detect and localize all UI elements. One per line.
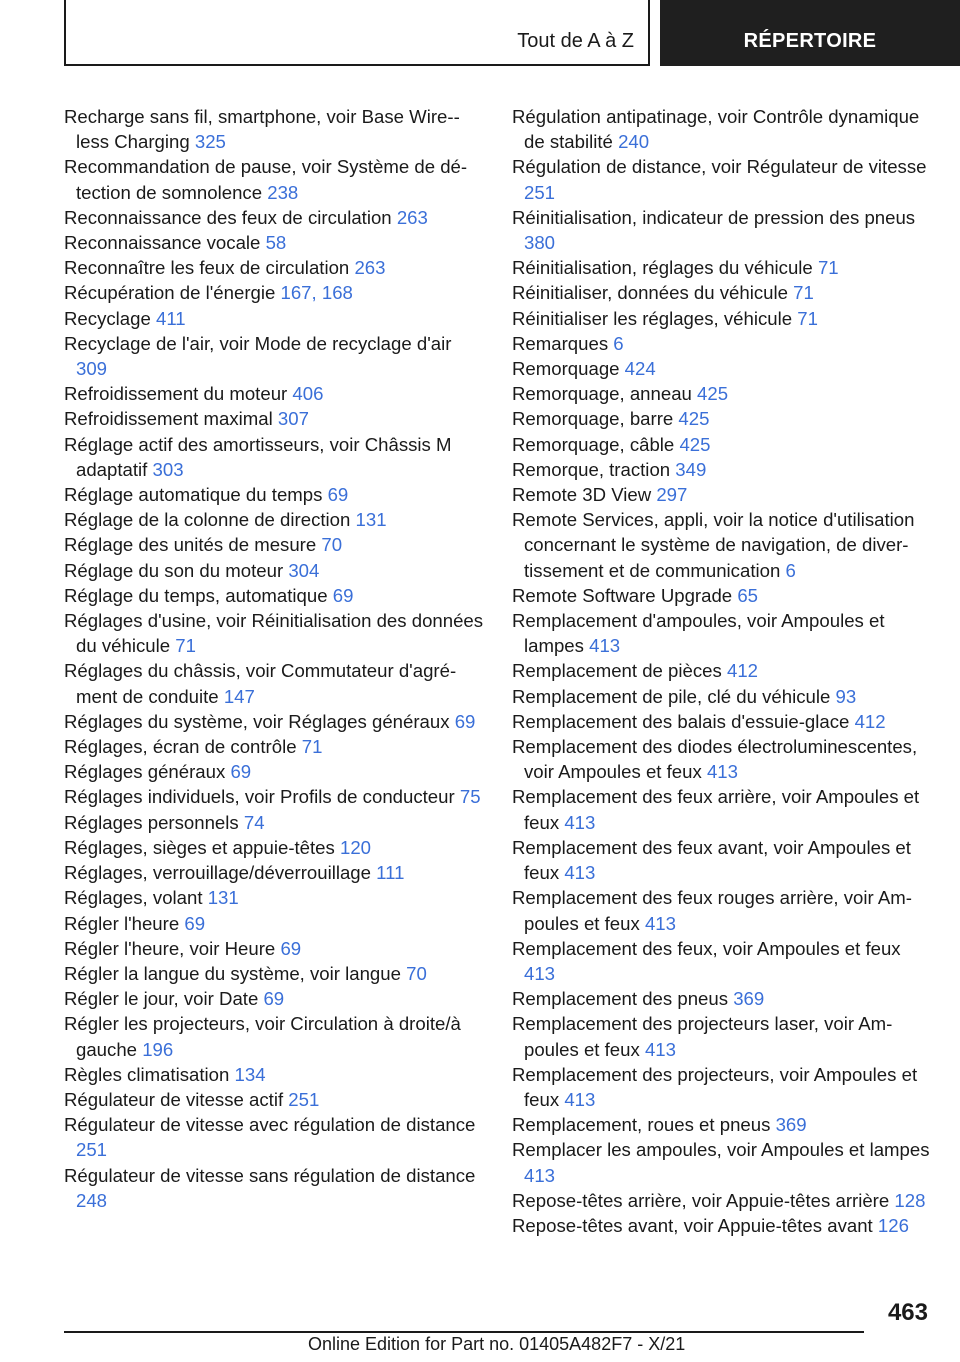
index-entry	[512, 432, 932, 457]
index-entry	[64, 1062, 484, 1087]
index-entry-page-link[interactable]: 58	[265, 232, 287, 254]
index-entry	[64, 759, 484, 784]
index-entry-page-link[interactable]: 240	[618, 131, 650, 153]
index-entry-page-link[interactable]: 70	[321, 534, 343, 556]
index-entry-page-link[interactable]: 147	[223, 685, 255, 707]
index-entry-page-link[interactable]: 131	[207, 887, 239, 909]
index-entry	[64, 734, 484, 759]
index-entry-page-link[interactable]: 69	[454, 710, 476, 732]
index-entry	[512, 986, 932, 1011]
index-entry-term: Recommandation de pause, voir Système de détection de somnolence	[64, 156, 468, 203]
index-entry-term: Recharge sans fil, smartphone, voir Base Wire‑less Charging	[64, 106, 460, 153]
index-entry-page-link[interactable]: 413	[644, 912, 676, 934]
index-entry	[64, 860, 484, 885]
index-entry	[64, 1087, 484, 1112]
index-entry-term: Régulateur de vitesse avec régulation de distance	[64, 1114, 476, 1136]
index-entry	[64, 986, 484, 1011]
index-entry-term: Repose-têtes arrière, voir Appuie-têtes arrière	[512, 1189, 890, 1211]
index-entry-page-link[interactable]: 126	[877, 1214, 909, 1236]
index-entry-page-link[interactable]: 196	[142, 1038, 174, 1060]
index-entry	[512, 936, 932, 986]
index-entry-term: Réglage automatique du temps	[64, 484, 323, 506]
index-entry-page-link[interactable]: 71	[175, 635, 196, 657]
section-tab[interactable]	[64, 0, 650, 66]
index-entry-term: Régler le jour, voir Date	[64, 988, 259, 1010]
index-entry-term: Réglage du temps, automatique	[64, 584, 328, 606]
index-entry-page-link[interactable]: 134	[234, 1063, 266, 1085]
index-entry-page-link[interactable]: 69	[184, 912, 206, 934]
index-entry-page-link[interactable]: 425	[697, 383, 729, 405]
index-entry	[512, 734, 932, 784]
index-entry-page-link[interactable]: 413	[564, 862, 596, 884]
index-entry-term: Repose-têtes avant, voir Appuie-têtes avant	[512, 1214, 873, 1236]
index-entry-page-link[interactable]: 238	[267, 181, 299, 203]
index-entry	[64, 558, 484, 583]
index-entry	[512, 306, 932, 331]
index-entry-term: Reconnaître les feux de circulation	[64, 257, 350, 279]
index-entry	[512, 104, 932, 154]
index-entry	[64, 1011, 484, 1061]
index-entry-page-link[interactable]: 303	[152, 458, 184, 480]
index-entry	[512, 608, 932, 658]
index-entry-page-link[interactable]: 69	[327, 484, 349, 506]
index-entry	[64, 936, 484, 961]
index-entry	[64, 810, 484, 835]
index-entry-term: Remorquage, barre	[512, 408, 674, 430]
index-entry-term: Remplacement des projecteurs laser, voir Ampoules et feux	[512, 1013, 893, 1060]
index-entry	[64, 280, 484, 305]
index-entry-term: Remplacement des feux, voir Ampoules et feux	[512, 937, 901, 959]
index-entry-term: Réglages généraux	[64, 761, 226, 783]
index-entry-page-link[interactable]: 406	[292, 383, 324, 405]
index-entry	[512, 684, 932, 709]
index-entry-term: Réglages, volant	[64, 887, 203, 909]
index-entry-page-link[interactable]: 413	[524, 962, 556, 984]
section-title: Tout de A à Z	[517, 30, 634, 52]
index-entry-page-link[interactable]: 297	[656, 484, 688, 506]
index-entry-term: Remplacement des feux avant, voir Ampoules et feux	[512, 836, 911, 884]
index-entry-term: Réinitialisation, réglages du véhicule	[512, 257, 813, 279]
index-entry	[512, 1062, 932, 1112]
index-entry-page-link[interactable]: 413	[524, 1164, 556, 1186]
index-entry-term: Reconnaissance des feux de circulation	[64, 206, 392, 228]
index-entry-page-link[interactable]: 6	[613, 332, 624, 354]
index-entry	[64, 104, 484, 154]
index-entry-term: Remplacement d'ampoules, voir Ampoules et lampes	[512, 610, 885, 657]
index-entry-term: Réglages du châssis, voir Commutateur d'agrément de conduite	[64, 660, 457, 707]
index-entry-page-link[interactable]: 380	[524, 232, 556, 254]
index-entry-page-link[interactable]: 71	[797, 307, 818, 329]
index-entry-page-link[interactable]: 120	[340, 836, 372, 858]
index-entry	[64, 255, 484, 280]
index-entry-page-link[interactable]: 69	[230, 761, 252, 783]
index-entry-term: Remorquage	[512, 358, 620, 380]
index-entry-page-link[interactable]: 369	[733, 988, 765, 1010]
index-entry-page-link[interactable]: 425	[679, 433, 711, 455]
index-entry-term: Réglage des unités de mesure	[64, 534, 317, 556]
index-entry	[512, 1011, 932, 1061]
index-entry	[64, 608, 484, 658]
index-entry-page-link[interactable]: 413	[644, 1038, 676, 1060]
index-entry-term: Recyclage	[64, 307, 151, 329]
index-entry-page-link[interactable]: 251	[288, 1088, 320, 1110]
index-entry-page-link[interactable]: 74	[243, 811, 265, 833]
footer-divider	[64, 1331, 864, 1333]
index-entry-term: Réglage de la colonne de direction	[64, 509, 351, 531]
index-entry-term: Régler les projecteurs, voir Circulation à droite/à gauche	[64, 1013, 461, 1060]
index-entry-term: Régulation antipatinage, voir Contrôle dynamique de stabilité	[512, 106, 920, 153]
index-entry-page-link[interactable]: 251	[76, 1139, 108, 1161]
index-column-right	[512, 104, 932, 1238]
index-entry-page-link[interactable]: 307	[277, 408, 309, 430]
index-entry-term: Remplacement des diodes électroluminescentes, voir Ampoules et feux	[512, 736, 918, 783]
index-entry	[512, 583, 932, 608]
index-entry	[512, 356, 932, 381]
index-entry-page-link[interactable]: 70	[406, 962, 427, 984]
index-entry-page-link[interactable]: 263	[396, 206, 428, 228]
index-entry	[512, 406, 932, 431]
index-entry-term: Refroidissement du moteur	[64, 383, 288, 405]
index-entry-term: Récupération de l'énergie	[64, 282, 276, 304]
index-entry-page-link[interactable]: 304	[288, 559, 320, 581]
index-entry	[512, 1137, 932, 1187]
index-entry-term: Remote Services, appli, voir la notice d'utilisation concernant le système de navigation, de divertissement et de communication	[512, 509, 915, 581]
index-entry-page-link[interactable]: 425	[678, 408, 710, 430]
index-entry	[64, 381, 484, 406]
index-entry	[512, 154, 932, 204]
index-entry	[64, 331, 484, 381]
index-entry-term: Remplacement, roues et pneus	[512, 1114, 771, 1136]
page-header	[64, 0, 960, 66]
index-entry-page-link[interactable]: 128	[894, 1189, 926, 1211]
index-entry-page-link[interactable]: 167, 168	[280, 282, 353, 304]
index-entry-term: Régulation de distance, voir Régulateur de vitesse	[512, 156, 927, 178]
index-entry	[64, 482, 484, 507]
index-entry-page-link[interactable]: 71	[793, 282, 814, 304]
index-entry-term: Réglages personnels	[64, 811, 239, 833]
index-entry	[64, 1163, 484, 1213]
index-entry-term: Remorquage, câble	[512, 433, 675, 455]
index-entry	[64, 507, 484, 532]
index-entry-page-link[interactable]: 413	[589, 635, 621, 657]
index-entry	[64, 961, 484, 986]
index-entry-term: Régler l'heure, voir Heure	[64, 937, 276, 959]
index-column-left	[64, 104, 484, 1213]
index-entry-term: Réglage actif des amortisseurs, voir Châssis M adaptatif	[64, 433, 452, 480]
index-entry	[64, 205, 484, 230]
index-entry-term: Régulateur de vitesse actif	[64, 1088, 284, 1110]
index-entry-term: Réglage du son du moteur	[64, 559, 284, 581]
index-entry	[512, 331, 932, 356]
index-entry	[64, 658, 484, 708]
index-entry-page-link[interactable]: 93	[835, 685, 857, 707]
index-entry-page-link[interactable]: 413	[706, 761, 738, 783]
index-entry-page-link[interactable]: 248	[76, 1189, 108, 1211]
index-entry-term: Remplacement de pile, clé du véhicule	[512, 685, 831, 707]
index-entry-term: Remplacement des pneus	[512, 988, 729, 1010]
index-entry-term: Remplacement des feux arrière, voir Ampoules et feux	[512, 786, 920, 833]
index-entry	[512, 658, 932, 683]
index-entry-term: Réglages individuels, voir Profils de conducteur	[64, 786, 455, 808]
index-entry-page-link[interactable]: 412	[726, 660, 759, 682]
index-entry-page-link[interactable]: 349	[675, 458, 707, 480]
index-entry-term: Remplacement de pièces	[512, 660, 722, 682]
index-entry-page-link[interactable]: 369	[775, 1114, 807, 1136]
index-entry	[64, 784, 484, 809]
index-entry-page-link[interactable]: 411	[156, 307, 186, 329]
index-entry-term: Remplacement des projecteurs, voir Ampoules et feux	[512, 1063, 918, 1110]
index-entry-term: Réglages d'usine, voir Réinitialisation des données du véhicule	[64, 610, 484, 657]
index-entry-term: Règles climatisation	[64, 1063, 230, 1085]
index-entry-page-link[interactable]: 69	[332, 584, 354, 606]
index-entry-page-link[interactable]: 412	[854, 710, 886, 732]
index-entry	[64, 1112, 484, 1162]
index-entry	[64, 154, 484, 204]
index-entry-term: Reconnaissance vocale	[64, 232, 261, 254]
index-entry	[64, 911, 484, 936]
index-entry-term: Réinitialiser, données du véhicule	[512, 282, 788, 304]
index-entry	[512, 457, 932, 482]
index-entry	[512, 835, 932, 885]
index-entry-term: Refroidissement maximal	[64, 408, 273, 430]
index-entry	[512, 255, 932, 280]
index-entry-page-link[interactable]: 69	[263, 988, 285, 1010]
index-entry-page-link[interactable]: 424	[624, 358, 656, 380]
index-entry-page-link[interactable]: 71	[817, 257, 839, 279]
index-entry-page-link[interactable]: 131	[355, 509, 387, 531]
index-entry	[512, 381, 932, 406]
index-entry-page-link[interactable]: 75	[459, 786, 481, 808]
index-entry-term: Remplacement des feux rouges arrière, voir Ampoules et feux	[512, 887, 912, 934]
index-entry	[64, 709, 484, 734]
index-entry-term: Remplacement des balais d'essuie-glace	[512, 710, 850, 732]
index-entry	[64, 406, 484, 431]
index-entry-page-link[interactable]: 65	[737, 584, 758, 606]
index-entry	[64, 835, 484, 860]
index-entry-page-link[interactable]: 251	[524, 181, 556, 203]
index-entry-page-link[interactable]: 111	[376, 862, 405, 884]
index-entry-term: Remote Software Upgrade	[512, 584, 733, 606]
index-entry-page-link[interactable]: 6	[785, 559, 796, 581]
index-entry-page-link[interactable]: 413	[564, 1088, 596, 1110]
index-entry-term: Réinitialiser les réglages, véhicule	[512, 307, 793, 329]
index-entry-term: Remote 3D View	[512, 484, 652, 506]
index-entry	[512, 1112, 932, 1137]
index-entry-term: Régler l'heure	[64, 912, 180, 934]
chapter-tab[interactable]	[660, 0, 960, 66]
index-entry	[512, 507, 932, 583]
chapter-title: RÉPERTOIRE	[743, 30, 877, 52]
index-entry	[64, 432, 484, 482]
index-entry	[64, 583, 484, 608]
index-entry-term: Réglages, verrouillage/déverrouillage	[64, 862, 371, 884]
index-entry	[512, 885, 932, 935]
index-entry	[64, 532, 484, 557]
index-entry-page-link[interactable]: 71	[301, 736, 323, 758]
index-entry-term: Réinitialisation, indicateur de pression des pneus	[512, 206, 916, 228]
index-entry-term: Réglages, sièges et appuie-têtes	[64, 836, 335, 858]
index-entry	[512, 1213, 932, 1238]
index-entry	[512, 1188, 932, 1213]
index-entry	[512, 709, 932, 734]
index-entry-term: Régler la langue du système, voir langue	[64, 962, 401, 984]
index-entry	[64, 306, 484, 331]
page-number: 463	[887, 1299, 928, 1326]
index-entry-term: Remplacer les ampoules, voir Ampoules et lampes	[512, 1139, 930, 1161]
index-entry-page-link[interactable]: 325	[194, 131, 226, 153]
index-entry-term: Régulateur de vitesse sans régulation de distance	[64, 1164, 476, 1186]
index-entry	[512, 482, 932, 507]
index-entry-page-link[interactable]: 413	[564, 811, 596, 833]
index-entry-term: Remarques	[512, 332, 609, 354]
index-entry	[512, 280, 932, 305]
index-entry	[512, 205, 932, 255]
index-entry-page-link[interactable]: 309	[76, 358, 108, 380]
index-entry	[64, 885, 484, 910]
index-entry-page-link[interactable]: 263	[354, 257, 386, 279]
index-entry	[64, 230, 484, 255]
index-entry-term: Réglages du système, voir Réglages généraux	[64, 710, 450, 732]
index-entry	[512, 784, 932, 834]
index-entry-term: Réglages, écran de contrôle	[64, 736, 297, 758]
index-entry-term: Remorque, traction	[512, 458, 671, 480]
index-entry-page-link[interactable]: 69	[280, 937, 302, 959]
footer-edition-text: Online Edition for Part no. 01405A482F7 - X/21	[308, 1334, 686, 1354]
index-entry-term: Remorquage, anneau	[512, 383, 692, 405]
index-entry-term: Recyclage de l'air, voir Mode de recyclage d'air	[64, 332, 452, 354]
